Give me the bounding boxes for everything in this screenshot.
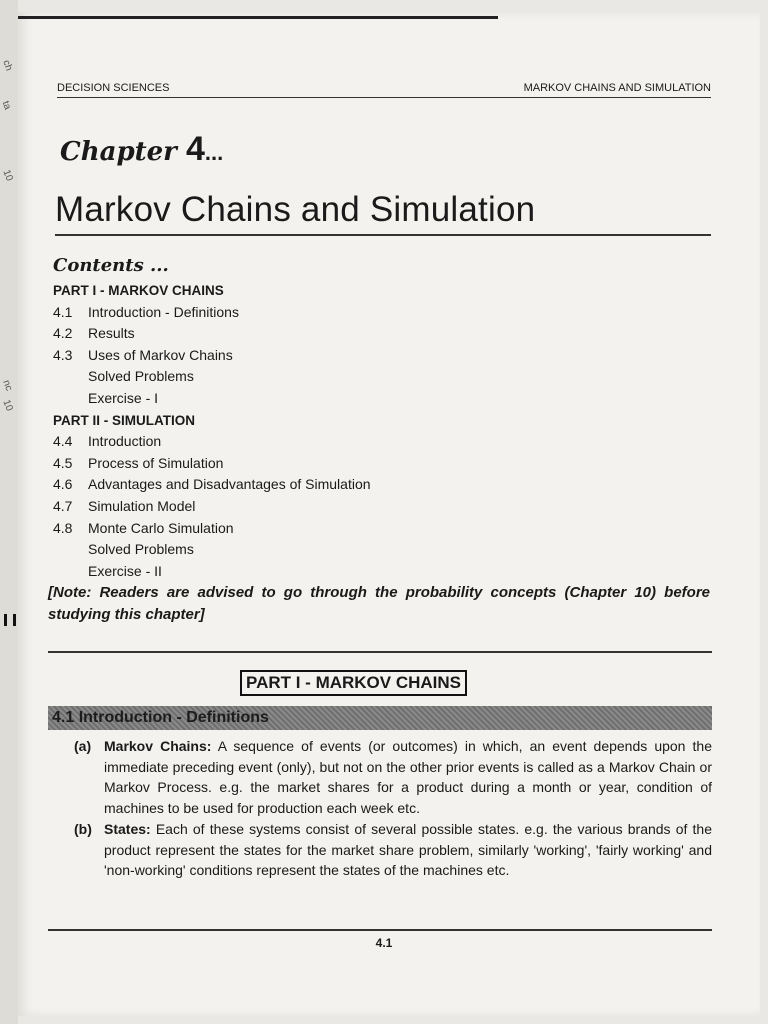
footer-rule xyxy=(48,929,712,931)
definition-text: A sequence of events (or outcomes) in which, an event depends upon the immediate preceding event (only), but not on the other prior events is called as a Markov Chain or Markov Process. e.g. the market shares for a product during a month or year, condition of machines to be used for production each week etc. xyxy=(104,738,712,816)
page-number: 4.1 xyxy=(375,936,393,950)
definition-label: (b) xyxy=(74,821,92,837)
definition-text: Each of these systems consist of several possible states. e.g. the various brands of the product represent the states for the market share problem, similarly 'working', 'fairly working' and 'non-working' conditions represent the states of the machines etc. xyxy=(104,821,712,878)
top-edge-line xyxy=(18,16,498,19)
running-header xyxy=(57,80,711,98)
toc-item: 4.8 Monte Carlo Simulation xyxy=(53,519,234,536)
chapter-label xyxy=(60,130,223,169)
section-separator xyxy=(48,651,712,653)
part-heading-box: PART I - MARKOV CHAINS xyxy=(240,670,467,696)
definition-term: States: xyxy=(104,821,151,837)
definitions-list xyxy=(74,736,712,882)
header-rule xyxy=(57,97,711,98)
chapter-word: Chapter xyxy=(60,137,177,167)
chapter-title: Markov Chains and Simulation xyxy=(55,190,536,229)
title-rule xyxy=(55,234,711,236)
section-heading: 4.1 Introduction - Definitions xyxy=(52,709,269,726)
toc-item: Exercise - I xyxy=(88,389,159,406)
toc-item: 4.3 Uses of Markov Chains xyxy=(53,346,233,363)
header-right: MARKOV CHAINS AND SIMULATION xyxy=(523,82,711,94)
definition-item xyxy=(74,819,712,881)
margin-mark xyxy=(4,614,16,626)
toc-item: 4.6 Advantages and Disadvantages of Simulation xyxy=(53,476,371,493)
reader-note: [Note: Readers are advised to go through the probability concepts (Chapter 10) before studying this chapter] xyxy=(48,584,710,623)
chapter-number: 4 xyxy=(185,130,205,168)
toc-part-heading: PART I - MARKOV CHAINS xyxy=(53,283,224,298)
toc-item: 4.5 Process of Simulation xyxy=(53,454,224,471)
section-heading-bar xyxy=(48,706,712,730)
toc-item: Solved Problems xyxy=(88,368,194,385)
header-left: DECISION SCIENCES xyxy=(57,82,170,94)
toc-item: 4.7 Simulation Model xyxy=(53,497,196,514)
toc-item: Exercise - II xyxy=(88,562,162,579)
toc-item: 4.4 Introduction xyxy=(53,433,162,450)
toc-item: 4.1 Introduction - Definitions xyxy=(53,303,239,320)
definition-item xyxy=(74,736,712,818)
table-of-contents xyxy=(53,280,371,582)
chapter-suffix: ... xyxy=(204,140,224,165)
adjacent-page-margin: ch ta 10 nc 10 xyxy=(0,0,18,1024)
contents-heading: Contents ... xyxy=(53,255,169,276)
definition-label: (a) xyxy=(74,738,92,754)
definition-term: Markov Chains: xyxy=(104,738,212,754)
toc-item: Solved Problems xyxy=(88,541,194,558)
toc-item: 4.2 Results xyxy=(53,325,135,342)
toc-part-heading: PART II - SIMULATION xyxy=(53,412,195,428)
